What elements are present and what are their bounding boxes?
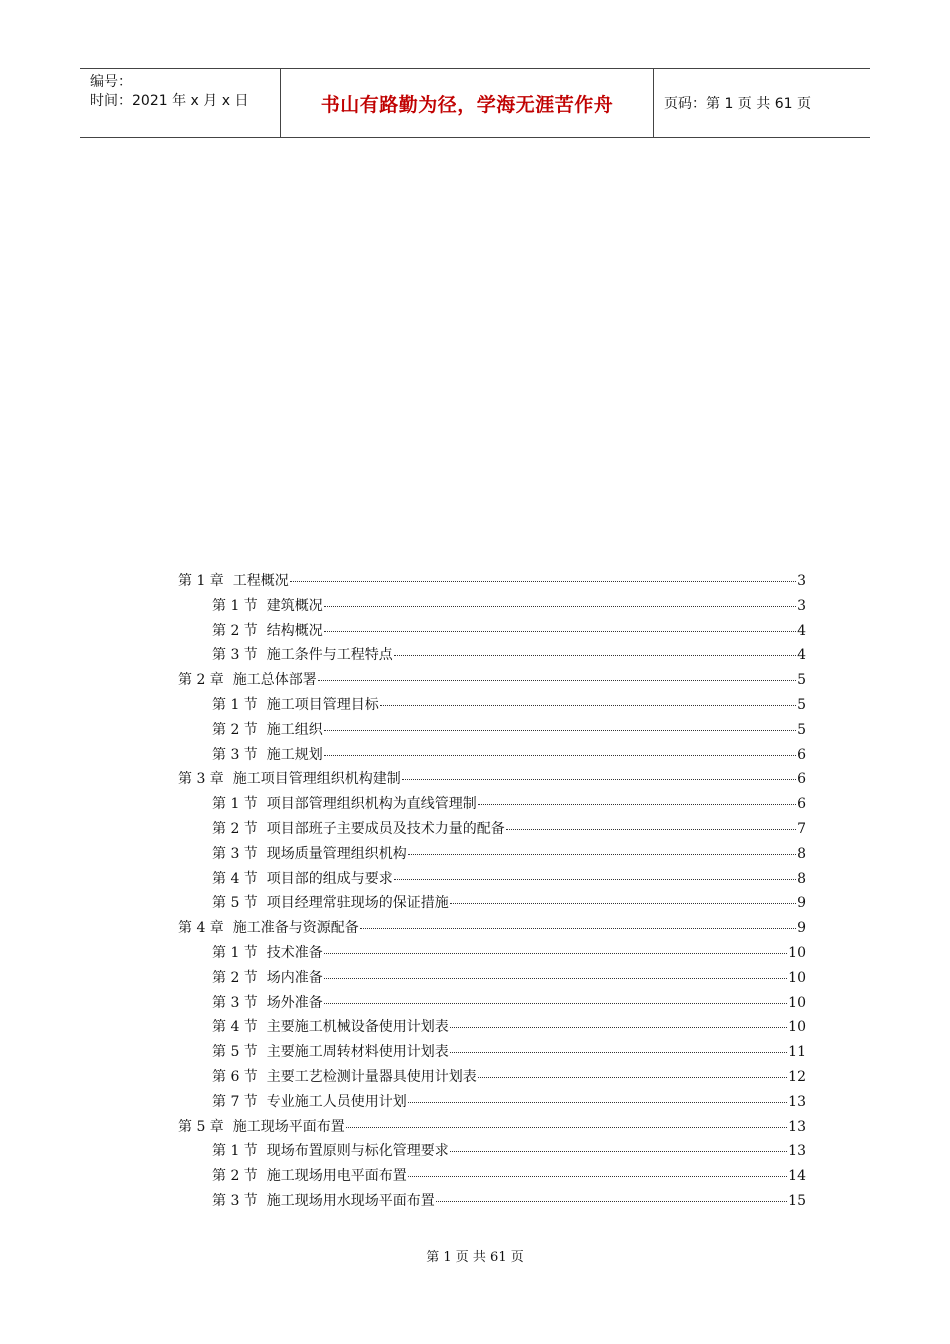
toc-entry-page-number: 10 xyxy=(788,994,806,1011)
toc-entry-title: 第 3 节 现场质量管理组织机构 xyxy=(212,845,407,862)
toc-dot-leader xyxy=(478,1077,787,1078)
toc-dot-leader xyxy=(380,705,796,706)
toc-chapter-entry[interactable] xyxy=(178,1116,806,1141)
toc-entry-page-number: 3 xyxy=(797,573,806,589)
toc-entry-title: 第 7 节 专业施工人员使用计划 xyxy=(212,1093,407,1110)
toc-dot-leader xyxy=(436,1201,787,1202)
toc-dot-leader xyxy=(324,606,796,607)
toc-dot-leader xyxy=(450,1027,787,1028)
toc-entry-title: 第 2 节 施工现场用电平面布置 xyxy=(212,1168,407,1185)
toc-entry-page-number: 10 xyxy=(788,1019,806,1036)
toc-section-entry[interactable] xyxy=(178,1091,806,1116)
toc-entry-title: 第 1 节 建筑概况 xyxy=(212,597,323,614)
toc-section-entry[interactable] xyxy=(178,719,806,744)
toc-entry-page-number: 13 xyxy=(788,1093,806,1110)
toc-entry-page-number: 12 xyxy=(788,1068,806,1085)
header-motto: 书山有路勤为径，学海无涯苦作舟 xyxy=(280,69,654,137)
toc-entry-title: 第 5 节 项目经理常驻现场的保证措施 xyxy=(212,895,449,912)
toc-entry-title: 第 2 节 施工组织 xyxy=(212,721,323,738)
toc-entry-page-number: 5 xyxy=(797,721,806,738)
toc-dot-leader xyxy=(318,680,796,681)
toc-entry-title: 第 2 节 结构概况 xyxy=(212,622,323,639)
toc-dot-leader xyxy=(408,1102,787,1103)
toc-entry-title: 第 1 节 项目部管理组织机构为直线管理制 xyxy=(212,796,477,813)
toc-entry-title: 第 2 节 场内准备 xyxy=(212,969,323,986)
toc-entry-page-number: 13 xyxy=(788,1118,806,1135)
header-meta xyxy=(80,69,280,137)
toc-section-entry[interactable] xyxy=(178,892,806,917)
toc-entry-title: 第 1 节 现场布置原则与标化管理要求 xyxy=(212,1143,449,1160)
toc-chapter-entry[interactable] xyxy=(178,768,806,793)
toc-entry-title: 第 1 章 工程概况 xyxy=(178,573,289,589)
toc-entry-title: 第 4 节 主要施工机械设备使用计划表 xyxy=(212,1019,449,1036)
time-label: 时间：2021 年 x 月 x 日 xyxy=(90,93,249,109)
toc-entry-title: 第 6 节 主要工艺检测计量器具使用计划表 xyxy=(212,1068,477,1085)
toc-entry-page-number: 8 xyxy=(797,845,806,862)
toc-entry-page-number: 10 xyxy=(788,944,806,961)
toc-dot-leader xyxy=(450,903,796,904)
toc-section-entry[interactable] xyxy=(178,967,806,992)
toc-dot-leader xyxy=(324,978,787,979)
toc-entry-title: 第 3 节 场外准备 xyxy=(212,994,323,1011)
toc-entry-page-number: 9 xyxy=(797,920,806,937)
toc-entry-title: 第 4 节 项目部的组成与要求 xyxy=(212,870,393,887)
toc-dot-leader xyxy=(290,581,796,582)
toc-section-entry[interactable] xyxy=(178,843,806,868)
toc-section-entry[interactable] xyxy=(178,620,806,645)
toc-section-entry[interactable] xyxy=(178,1190,806,1215)
number-label: 编号： xyxy=(90,74,132,90)
header-page-info: 页码：第 1 页 共 61 页 xyxy=(664,96,811,112)
toc-section-entry[interactable] xyxy=(178,644,806,669)
toc-entry-title: 第 3 节 施工现场用水现场平面布置 xyxy=(212,1192,435,1209)
toc-entry-page-number: 3 xyxy=(797,597,806,614)
toc-entry-title: 第 3 章 施工项目管理组织机构建制 xyxy=(178,771,401,788)
toc-chapter-entry[interactable] xyxy=(178,917,806,942)
toc-section-entry[interactable] xyxy=(178,1140,806,1165)
table-of-contents xyxy=(178,570,806,1215)
toc-entry-title: 第 5 章 施工现场平面布置 xyxy=(178,1118,345,1135)
toc-dot-leader xyxy=(324,1003,787,1004)
toc-entry-title: 第 3 节 施工规划 xyxy=(212,746,323,763)
toc-dot-leader xyxy=(394,879,796,880)
toc-entry-title: 第 1 节 施工项目管理目标 xyxy=(212,696,379,713)
toc-dot-leader xyxy=(324,730,796,731)
toc-entry-page-number: 7 xyxy=(797,820,806,837)
toc-entry-title: 第 1 节 技术准备 xyxy=(212,944,323,961)
toc-section-entry[interactable] xyxy=(178,868,806,893)
toc-section-entry[interactable] xyxy=(178,1016,806,1041)
toc-section-entry[interactable] xyxy=(178,1066,806,1091)
toc-dot-leader xyxy=(506,829,796,830)
toc-dot-leader xyxy=(408,854,796,855)
toc-entry-page-number: 9 xyxy=(797,895,806,912)
toc-section-entry[interactable] xyxy=(178,1165,806,1190)
toc-section-entry[interactable] xyxy=(178,992,806,1017)
toc-entry-page-number: 4 xyxy=(797,647,806,664)
toc-entry-title: 第 5 节 主要施工周转材料使用计划表 xyxy=(212,1044,449,1061)
toc-dot-leader xyxy=(394,655,796,656)
toc-dot-leader xyxy=(360,928,796,929)
toc-section-entry[interactable] xyxy=(178,942,806,967)
toc-dot-leader xyxy=(402,779,796,780)
toc-entry-title: 第 2 章 施工总体部署 xyxy=(178,672,317,689)
page-header xyxy=(80,68,870,138)
toc-entry-page-number: 6 xyxy=(797,771,806,788)
toc-dot-leader xyxy=(408,1176,787,1177)
toc-section-entry[interactable] xyxy=(178,1041,806,1066)
page-footer: 第 1 页 共 61 页 xyxy=(426,1250,524,1265)
toc-entry-page-number: 4 xyxy=(797,622,806,639)
toc-dot-leader xyxy=(450,1151,787,1152)
toc-entry-page-number: 8 xyxy=(797,870,806,887)
toc-section-entry[interactable] xyxy=(178,595,806,620)
toc-section-entry[interactable] xyxy=(178,818,806,843)
toc-entry-page-number: 13 xyxy=(788,1143,806,1160)
toc-entry-title: 第 3 节 施工条件与工程特点 xyxy=(212,647,393,664)
toc-entry-page-number: 6 xyxy=(797,746,806,763)
toc-entry-page-number: 14 xyxy=(788,1168,806,1185)
toc-entry-page-number: 5 xyxy=(797,696,806,713)
toc-entry-page-number: 15 xyxy=(788,1192,806,1209)
toc-entry-title: 第 2 节 项目部班子主要成员及技术力量的配备 xyxy=(212,820,505,837)
toc-entry-page-number: 5 xyxy=(797,672,806,689)
toc-section-entry[interactable] xyxy=(178,744,806,769)
toc-entry-title: 第 4 章 施工准备与资源配备 xyxy=(178,920,359,937)
toc-dot-leader xyxy=(324,631,796,632)
toc-dot-leader xyxy=(346,1127,787,1128)
toc-entry-page-number: 10 xyxy=(788,969,806,986)
toc-section-entry[interactable] xyxy=(178,694,806,719)
toc-chapter-entry[interactable] xyxy=(178,669,806,694)
toc-dot-leader xyxy=(450,1052,787,1053)
toc-dot-leader xyxy=(324,755,796,756)
toc-chapter-entry[interactable] xyxy=(178,570,806,595)
toc-dot-leader xyxy=(478,804,796,805)
toc-entry-page-number: 6 xyxy=(797,796,806,813)
toc-section-entry[interactable] xyxy=(178,793,806,818)
toc-dot-leader xyxy=(324,953,787,954)
toc-entry-page-number: 11 xyxy=(788,1044,806,1061)
